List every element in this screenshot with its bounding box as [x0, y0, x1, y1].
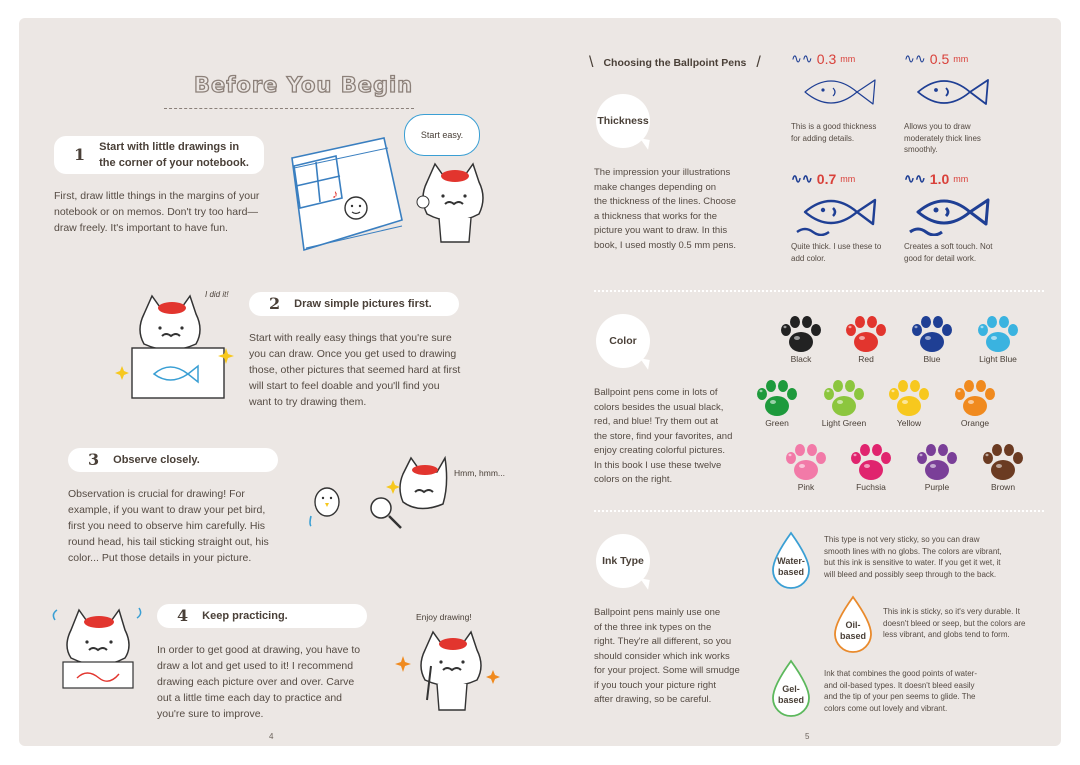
color-name: Fuchsia: [856, 482, 886, 492]
section-header-text: Choosing the Ballpoint Pens: [603, 57, 747, 69]
body-line: make changes depending on: [594, 181, 717, 193]
pen-thickness-item: [791, 170, 911, 264]
paw-print-icon: [821, 378, 867, 418]
color-swatch: [897, 314, 967, 364]
body-line: for your project. Some will smudge: [594, 665, 740, 676]
page-number: 5: [805, 732, 810, 741]
step-2-heading: [249, 292, 459, 316]
caption-line: This is a good thickness: [791, 122, 877, 131]
body-line: a thickness that works for the: [594, 210, 718, 222]
paw-print-icon: [783, 442, 829, 482]
step-heading-text: Keep practicing.: [202, 610, 288, 622]
body-line: First, draw little things in the margins of your: [54, 190, 260, 202]
body-line: colors on the right.: [594, 474, 673, 485]
speech-text: Hmm, hmm...: [454, 468, 505, 478]
ink-type-body: [594, 606, 759, 708]
color-swatch: [809, 378, 879, 428]
step-number: 3: [88, 450, 100, 469]
description-line: but this ink is sensitive to water. If you get it wet, it: [824, 558, 1001, 567]
wave-icon: ∿∿: [791, 171, 813, 186]
pen-size-value: 0.3: [816, 51, 837, 67]
wave-icon: ∿∿: [904, 171, 926, 186]
caption-line: add color.: [791, 253, 826, 263]
color-name: Blue: [923, 354, 941, 364]
pen-size-unit: mm: [840, 54, 856, 64]
slash-decoration: /: [756, 54, 761, 71]
body-line: Observation is crucial for drawing! For: [68, 488, 245, 500]
ink-type-name: [767, 556, 815, 578]
step-heading-line: the corner of your notebook.: [99, 157, 249, 169]
ink-drop-badge: [767, 530, 815, 590]
step-number: 1: [74, 145, 86, 164]
ink-type-name-line: based: [839, 631, 866, 641]
description-line: and oil-based types. It doesn't bleed easily: [824, 680, 975, 690]
step-1-heading: [54, 136, 264, 174]
wave-icon: ∿∿: [791, 51, 813, 66]
color-swatch: [742, 378, 812, 428]
color-swatch: [968, 442, 1038, 492]
step-3-body: [68, 486, 298, 566]
body-line: example, if you want to draw your pet bird,: [68, 504, 266, 516]
description-line: and the tip of your pen seems to glide. The: [824, 692, 976, 701]
pen-thickness-item: [904, 170, 1024, 264]
paw-print-icon: [848, 442, 894, 482]
ink-type-name: [767, 684, 815, 706]
description-line: colors come out lovely and vibrant.: [824, 703, 948, 713]
ink-type-name: [829, 620, 877, 642]
color-name: Green: [765, 418, 789, 428]
color-name: Light Green: [821, 418, 867, 428]
pen-size-value: 0.7: [816, 171, 837, 187]
pen-size-value: 0.5: [929, 51, 950, 67]
color-swatch: [831, 314, 901, 364]
color-name: Pink: [797, 482, 815, 492]
body-line: those, other pictures that seemed hard at first: [249, 364, 461, 376]
ink-type-name-line: Oil-: [845, 620, 861, 630]
step-4-heading: [157, 604, 367, 628]
body-line: want to try drawing them.: [249, 396, 367, 408]
body-line: if you touch your picture right: [594, 679, 716, 691]
color-swatch: [874, 378, 944, 428]
step-heading-text: Observe closely.: [113, 454, 200, 466]
paw-print-icon: [980, 442, 1026, 482]
body-line: notebook or on memos. Don't try too hard—: [54, 206, 258, 218]
caption-line: Quite thick. I use these to: [791, 242, 882, 251]
pen-size-unit: mm: [953, 54, 969, 64]
slash-decoration: \: [589, 54, 594, 71]
body-line: picture you want to draw. In this: [594, 225, 728, 236]
fish-icon: [791, 188, 891, 236]
section-header: [589, 54, 761, 72]
body-line: round head, his tail sticking straight out, his: [68, 536, 269, 548]
description-line: doesn't bleed or seep, but the colors are: [883, 618, 1026, 628]
description-line: will bleed and possibly seep through to the back.: [824, 569, 997, 579]
color-name: Red: [858, 354, 874, 364]
color-name: Purple: [924, 482, 950, 492]
cat-practicing-illustration: [47, 600, 147, 695]
body-line: color... Put those details in your picture.: [68, 552, 252, 564]
step-heading-line: Start with little drawings in: [99, 141, 240, 153]
notebook-illustration: [284, 128, 414, 258]
body-line: book, I used mostly 0.5 mm pens.: [594, 239, 737, 251]
color-name: Light Blue: [979, 354, 1017, 364]
step-heading-text: Draw simple pictures first.: [294, 298, 432, 310]
body-line: the store, find your favorites, and: [594, 430, 733, 442]
pen-size-unit: mm: [953, 174, 969, 184]
thickness-bubble: [596, 94, 650, 148]
ink-type-bubble: [596, 534, 650, 588]
description-line: Ink that combines the good points of water-: [824, 669, 977, 678]
pen-size-label: [904, 170, 1024, 188]
color-name: Yellow: [896, 418, 922, 428]
paw-print-icon: [975, 314, 1021, 354]
color-swatch: [766, 314, 836, 364]
body-line: drawing each picture over and over. Carve: [157, 676, 355, 688]
page-title: Before You Begin: [194, 73, 414, 97]
pen-size-caption: [791, 121, 911, 144]
fish-icon: [904, 188, 1004, 236]
caption-line: moderately thick lines: [904, 133, 981, 143]
step-1-body: [54, 188, 274, 236]
paw-print-icon: [778, 314, 824, 354]
color-bubble: [596, 314, 650, 368]
caption-line: good for detail work.: [904, 253, 977, 263]
color-swatch: [963, 314, 1033, 364]
cat-with-drawing-illustration: [114, 288, 234, 403]
body-line: red, and blue! Try them out at: [594, 416, 719, 427]
fish-icon: [904, 68, 1004, 116]
body-line: the thickness of the lines. Choose: [594, 196, 737, 207]
thickness-body: [594, 166, 759, 253]
page-number: 4: [269, 732, 274, 741]
pen-size-label: [791, 170, 911, 188]
body-line: after drawing, so be careful.: [594, 694, 712, 705]
pen-size-caption: [791, 241, 911, 264]
color-name: Brown: [990, 482, 1016, 492]
color-swatch: [940, 378, 1010, 428]
body-line: enjoy creating colorful pictures.: [594, 445, 725, 456]
pen-size-label: [904, 50, 1024, 68]
body-line: Ballpoint pens come in lots of: [594, 387, 718, 398]
bubble-label: Ink Type: [602, 555, 644, 567]
title-underline: [164, 108, 414, 109]
ink-type-description: [824, 534, 1029, 580]
description-line: This ink is sticky, so it's very durable. It: [883, 607, 1020, 616]
ink-type-name-line: Gel-: [782, 684, 800, 694]
pen-size-label: [791, 50, 911, 68]
cat-waving-illustration: [391, 626, 501, 716]
ink-type-description: [824, 668, 1029, 714]
paw-print-icon: [914, 442, 960, 482]
body-line: draw freely. It's important to have fun.: [54, 222, 228, 234]
paw-print-icon: [843, 314, 889, 354]
caption-line: Creates a soft touch. Not: [904, 242, 993, 251]
description-line: less vibrant, and globs tend to form.: [883, 630, 1010, 639]
paw-print-icon: [952, 378, 998, 418]
step-2-body: [249, 330, 479, 410]
pen-size-value: 1.0: [929, 171, 950, 187]
paw-print-icon: [909, 314, 955, 354]
body-line: In this book I use these twelve: [594, 459, 722, 471]
color-swatch: [836, 442, 906, 492]
color-name: Black: [790, 354, 812, 364]
ink-type-name-line: Water-: [777, 556, 805, 566]
body-line: In order to get good at drawing, you have to: [157, 644, 361, 656]
ink-type-name-line: based: [777, 567, 804, 577]
wave-icon: ∿∿: [904, 51, 926, 66]
body-line: first you need to observe him carefully. His: [68, 520, 266, 532]
ink-type-name-line: based: [777, 695, 804, 705]
body-line: you're sure to improve.: [157, 708, 264, 720]
color-swatch: [771, 442, 841, 492]
caption-line: for adding details.: [791, 133, 855, 143]
body-line: The impression your illustrations: [594, 167, 731, 178]
ink-drop-badge: [829, 594, 877, 654]
pen-size-caption: [904, 121, 1024, 156]
section-divider: [594, 510, 1044, 512]
pen-size-caption: [904, 241, 1024, 264]
speech-bubble: [404, 114, 480, 156]
description-line: This type is not very sticky, so you can draw: [824, 535, 980, 544]
body-line: Start with really easy things that you're sure: [249, 332, 452, 344]
color-name: Orange: [960, 418, 990, 428]
step-number: 2: [269, 294, 281, 313]
speech-text: I did it!: [205, 290, 229, 299]
body-line: draw a lot and get used to it! I recommend: [157, 660, 354, 672]
body-line: out a little time each day to practice and: [157, 692, 343, 704]
cat-illustration: [409, 158, 499, 248]
bubble-label: Thickness: [597, 115, 649, 127]
pen-thickness-item: [904, 50, 1024, 156]
cat-with-magnifier-illustration: [299, 454, 449, 544]
speech-text: Start easy.: [420, 130, 464, 140]
book-spread: [19, 18, 1061, 746]
fish-icon: [791, 68, 891, 116]
caption-line: smoothly.: [904, 145, 938, 154]
body-line: colors besides the usual black,: [594, 401, 724, 413]
body-line: right. They're all different, so you: [594, 636, 732, 647]
body-line: will start to feel doable and you'll find you: [249, 380, 440, 392]
paw-print-icon: [754, 378, 800, 418]
step-3-heading: [68, 448, 278, 472]
svg-text:♪: ♪: [332, 187, 338, 201]
step-4-body: [157, 642, 387, 722]
ink-type-description: [883, 606, 1043, 641]
body-line: you can draw. Once you get used to drawing: [249, 348, 457, 360]
caption-line: Allows you to draw: [904, 122, 971, 131]
bubble-label: Color: [609, 335, 637, 347]
description-line: smooth lines with no globs. The colors are vibrant,: [824, 546, 1002, 556]
paw-print-icon: [886, 378, 932, 418]
pen-size-unit: mm: [840, 174, 856, 184]
color-body: [594, 386, 759, 488]
body-line: of the three ink types on the: [594, 621, 712, 633]
speech-text: Enjoy drawing!: [416, 612, 472, 622]
body-line: should consider which ink works: [594, 650, 730, 662]
ink-drop-badge: [767, 658, 815, 718]
pen-thickness-item: [791, 50, 911, 144]
section-divider: [594, 290, 1044, 292]
color-swatch: [902, 442, 972, 492]
body-line: Ballpoint pens mainly use one: [594, 607, 721, 618]
step-number: 4: [177, 606, 189, 625]
